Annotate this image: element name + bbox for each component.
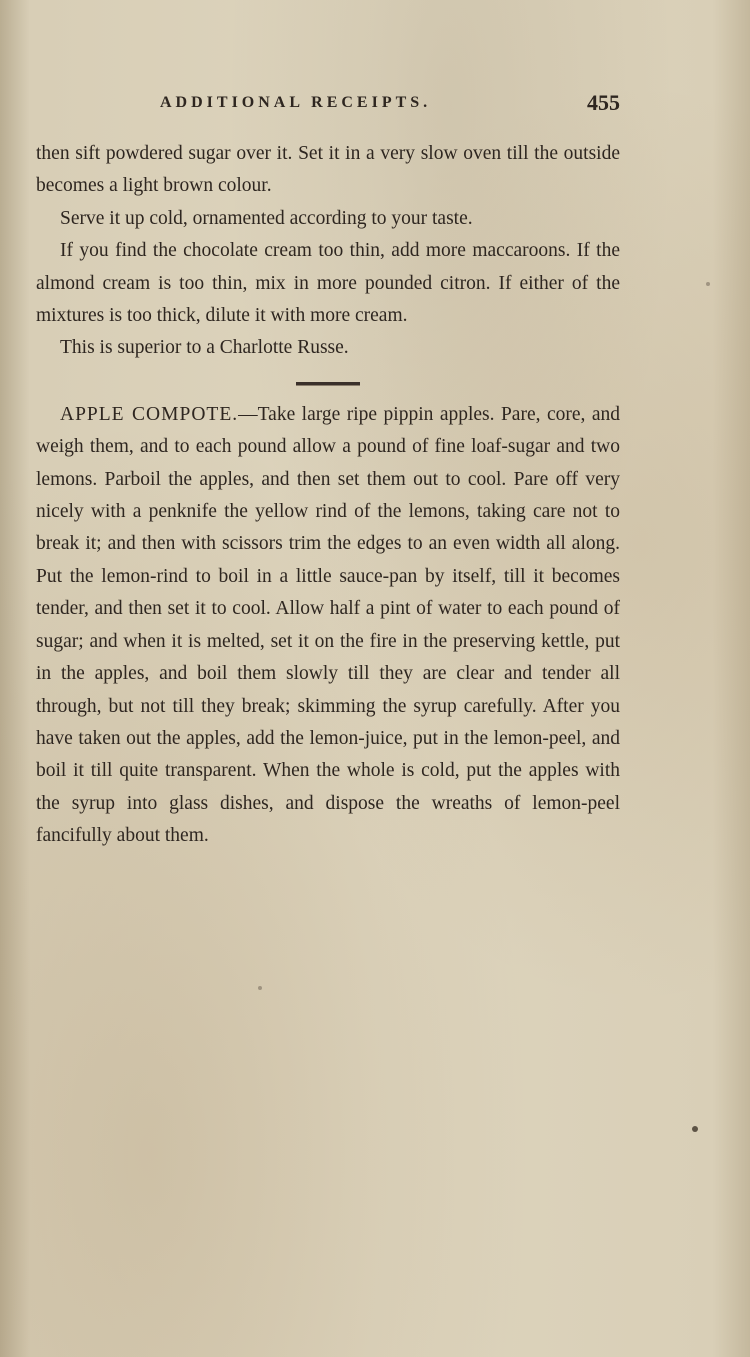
page-speck	[258, 986, 262, 990]
running-head: ADDITIONAL RECEIPTS.	[160, 94, 432, 111]
paragraph-serve: Serve it up cold, ornamented according to your taste.	[60, 207, 473, 229]
section-divider	[296, 382, 360, 386]
recipe-title: APPLE COMPOTE.	[60, 403, 239, 425]
paragraph-continuation: then sift powdered sugar over it. Set it in a very slow oven till the outside becomes a light brown colour.	[36, 143, 620, 197]
recipe-body: —Take large ripe pippin apples. Pare, core, and weigh them, and to each pound allow a pound of fine loaf-sugar and two lemons. Parboil the apples, and then set them out to cool. Pare off very nicely with a penknife the yellow rind of the lemons, taking care not to break it; and then with scissors trim the edges to an even width all along. Put the lemon-rind to boil in a little sauce-pan by itself, till it becomes tender, and then set it to cool. Allow half a pint of water to each pound of sugar; and when it is melted, set it on the fire in the preserving kettle, put in the apples, and boil them slowly till they are clear and tender all through, but not till they break; skimming the syrup carefully. After you have taken out the apples, add the lemon-juice, put in the lemon-peel, and boil it till quite transparent. When the whole is cold, put the apples with the syrup into glass dishes, and dispose the wreaths of lemon-peel fancifully about them.	[36, 403, 620, 847]
page-number: 455	[587, 90, 620, 115]
paragraph-superior: This is superior to a Charlotte Russe.	[60, 337, 349, 359]
paragraph-adjust: If you find the chocolate cream too thin, add more maccaroons. If the almond cream is too thin, mix in more pounded citron. If either of the mixtures is too thick, dilute it with more cream.	[36, 240, 620, 327]
page-header	[160, 90, 620, 120]
recipe-apple-compote	[36, 399, 620, 853]
page-speck	[706, 282, 710, 286]
page-speck	[692, 1126, 698, 1132]
page-body	[36, 138, 620, 853]
